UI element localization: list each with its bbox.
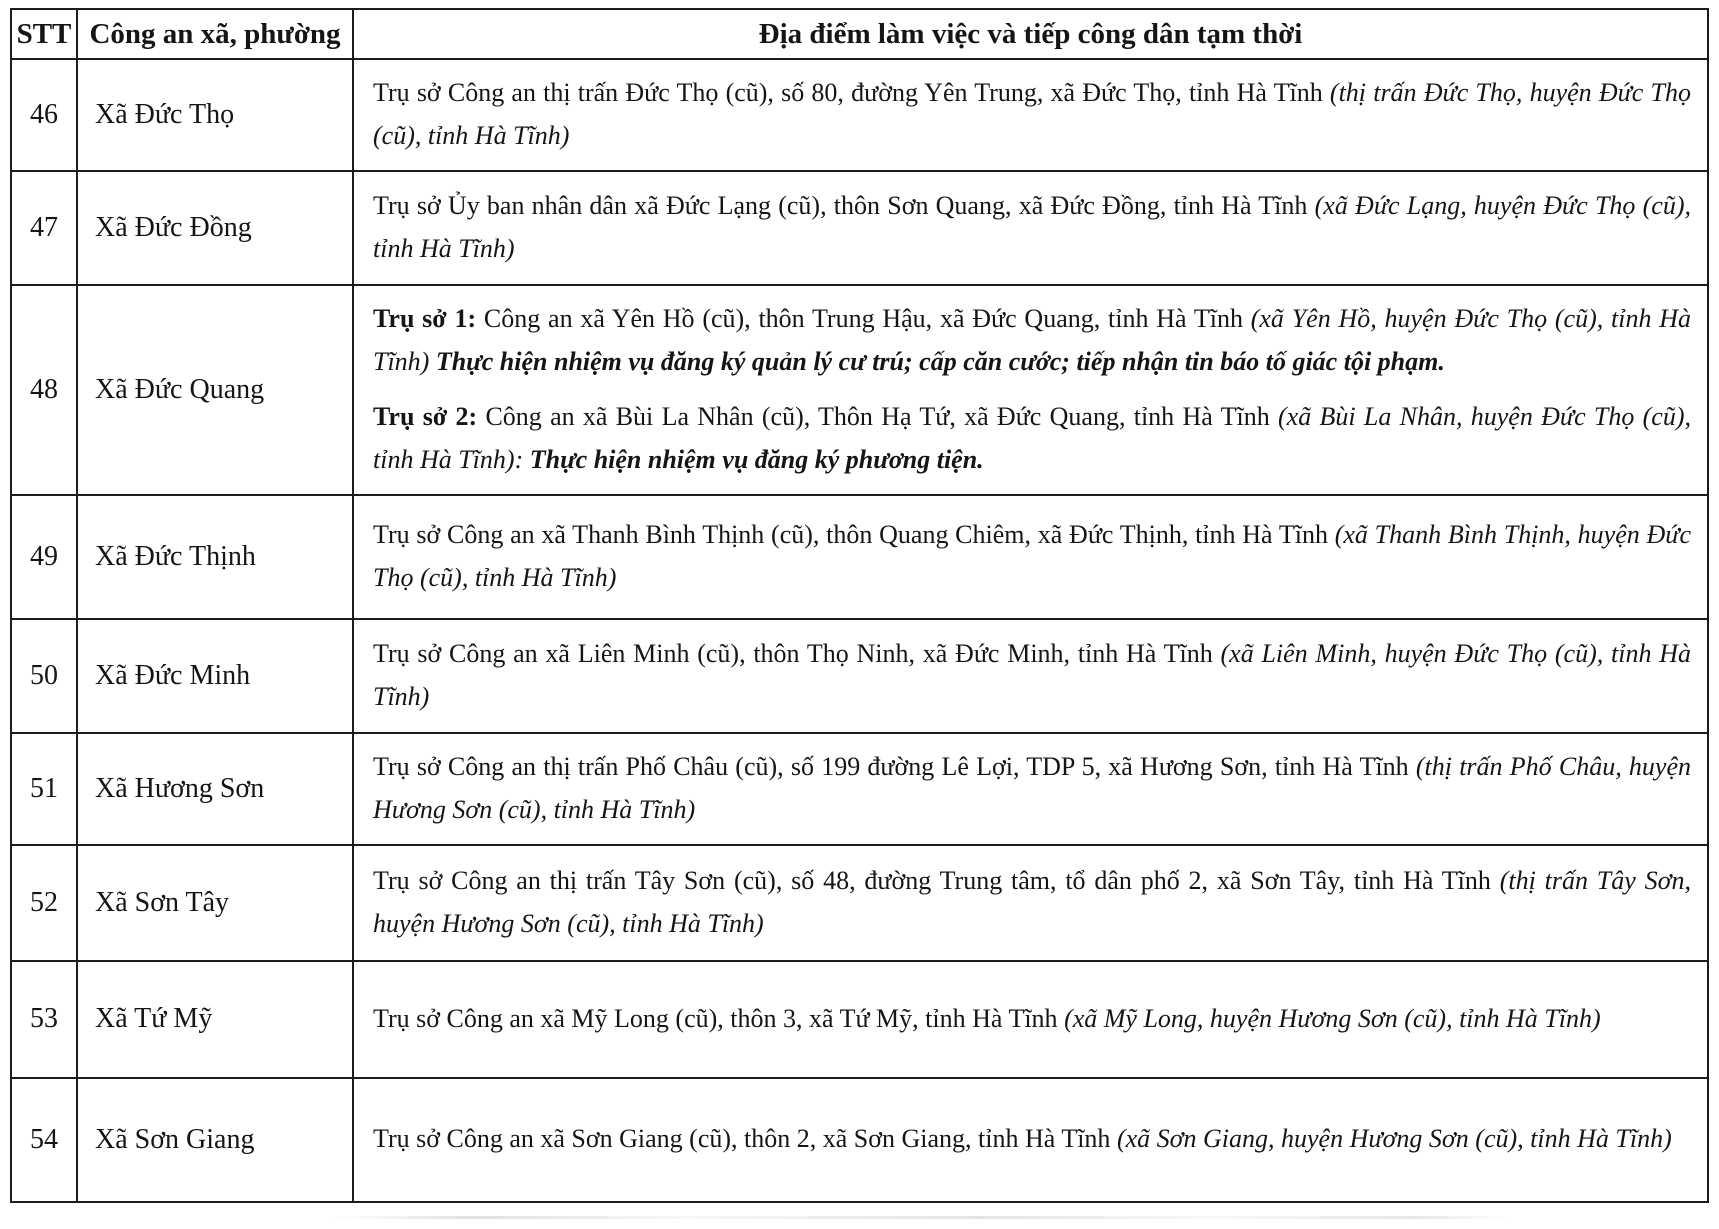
header-stt: STT xyxy=(11,9,77,59)
table-row xyxy=(11,733,1708,845)
stt-cell: 52 xyxy=(11,845,77,961)
location-paragraph xyxy=(373,1118,1691,1161)
stt-cell: 46 xyxy=(11,59,77,171)
location-text-run: Trụ sở Công an thị trấn Tây Sơn (cũ), số 48, đường Trung tâm, tổ dân phố 2, xã Sơn Tây, tỉnh Hà Tĩnh xyxy=(373,865,1500,895)
location-text-run: (xã Yên Hồ, huyện Đức Thọ (cũ), tỉnh Hà Tĩnh) xyxy=(373,304,1691,376)
location-text-run: Trụ sở Công an thị trấn Phố Châu (cũ), số 199 đường Lê Lợi, TDP 5, xã Hương Sơn, tỉnh Hà Tĩnh xyxy=(373,751,1416,781)
header-location: Địa điểm làm việc và tiếp công dân tạm thời xyxy=(353,9,1708,59)
location-text-run: (xã Đức Lạng, huyện Đức Thọ (cũ), tỉnh Hà Tĩnh) xyxy=(373,191,1691,263)
location-text-run: Trụ sở Ủy ban nhân dân xã Đức Lạng (cũ), thôn Sơn Quang, xã Đức Đồng, tỉnh Hà Tĩnh xyxy=(373,191,1315,221)
location-text-run: Trụ sở Công an xã Mỹ Long (cũ), thôn 3, xã Tứ Mỹ, tỉnh Hà Tĩnh xyxy=(373,1003,1065,1033)
location-text-run: Trụ sở Công an xã Sơn Giang (cũ), thôn 2, xã Sơn Giang, tỉnh Hà Tĩnh xyxy=(373,1124,1117,1154)
location-cell xyxy=(353,619,1708,733)
location-text-run: Trụ sở 2: xyxy=(373,402,478,432)
location-cell xyxy=(353,961,1708,1078)
location-paragraph xyxy=(373,185,1691,270)
unit-cell: Xã Đức Thọ xyxy=(77,59,353,171)
table-row xyxy=(11,171,1708,285)
location-text-run: Trụ sở 1: xyxy=(373,304,477,333)
header-unit: Công an xã, phường xyxy=(77,9,353,59)
table-row xyxy=(11,285,1708,495)
unit-cell: Xã Hương Sơn xyxy=(77,733,353,845)
stt-cell: 50 xyxy=(11,619,77,733)
location-paragraph xyxy=(373,746,1691,831)
table-row xyxy=(11,961,1708,1078)
location-paragraph xyxy=(373,396,1691,481)
table-row xyxy=(11,495,1708,619)
scan-artifact-line xyxy=(330,1216,1510,1219)
location-text-run: (xã Thanh Bình Thịnh, huyện Đức Thọ (cũ), tỉnh Hà Tĩnh) xyxy=(373,519,1691,592)
location-cell xyxy=(353,285,1708,495)
document-page xyxy=(10,8,1709,1203)
stt-cell: 49 xyxy=(11,495,77,619)
location-paragraph xyxy=(373,633,1691,718)
location-text-run: Trụ sở Công an xã Liên Minh (cũ), thôn Thọ Ninh, xã Đức Minh, tỉnh Hà Tĩnh xyxy=(373,638,1221,668)
stt-cell: 51 xyxy=(11,733,77,845)
stt-cell: 54 xyxy=(11,1078,77,1202)
table-row xyxy=(11,845,1708,961)
location-text-run: (thị trấn Phố Châu, huyện Hương Sơn (cũ), tỉnh Hà Tĩnh) xyxy=(373,751,1691,824)
location-text-run: Trụ sở Công an xã Thanh Bình Thịnh (cũ), thôn Quang Chiêm, xã Đức Thịnh, tỉnh Hà Tĩnh xyxy=(373,519,1335,549)
location-text-run: (thị trấn Tây Sơn, huyện Hương Sơn (cũ), tỉnh Hà Tĩnh) xyxy=(373,865,1692,938)
location-cell xyxy=(353,1078,1708,1202)
location-paragraph xyxy=(373,72,1691,157)
location-text-run: Trụ sở Công an thị trấn Đức Thọ (cũ), số 80, đường Yên Trung, xã Đức Thọ, tỉnh Hà Tĩnh xyxy=(373,78,1330,108)
location-text-run: (xã Bùi La Nhân, huyện Đức Thọ (cũ), tỉnh Hà Tĩnh): xyxy=(373,402,1691,474)
table-row xyxy=(11,619,1708,733)
location-cell xyxy=(353,171,1708,285)
location-cell xyxy=(353,59,1708,171)
location-cell xyxy=(353,495,1708,619)
location-paragraph xyxy=(373,998,1691,1041)
location-paragraph xyxy=(373,860,1691,945)
location-text-run: Công an xã Bùi La Nhân (cũ), Thôn Hạ Tứ, xã Đức Quang, tỉnh Hà Tĩnh xyxy=(477,402,1278,432)
unit-cell: Xã Đức Quang xyxy=(77,285,353,495)
unit-cell: Xã Đức Minh xyxy=(77,619,353,733)
location-text-run: (xã Liên Minh, huyện Đức Thọ (cũ), tỉnh Hà Tĩnh) xyxy=(373,638,1691,711)
relocation-table xyxy=(10,8,1709,1203)
location-paragraph xyxy=(373,298,1691,383)
table-row xyxy=(11,59,1708,171)
unit-cell: Xã Đức Thịnh xyxy=(77,495,353,619)
location-text-run: (xã Sơn Giang, huyện Hương Sơn (cũ), tỉnh Hà Tĩnh) xyxy=(1116,1124,1672,1154)
unit-cell: Xã Tứ Mỹ xyxy=(77,961,353,1078)
location-text-run: Thực hiện nhiệm vụ đăng ký quản lý cư trú; cấp căn cước; tiếp nhận tin báo tố giác tội phạm. xyxy=(435,346,1445,376)
location-text-run: (xã Mỹ Long, huyện Hương Sơn (cũ), tỉnh Hà Tĩnh) xyxy=(1064,1003,1601,1033)
stt-cell: 53 xyxy=(11,961,77,1078)
location-cell xyxy=(353,733,1708,845)
unit-cell: Xã Đức Đồng xyxy=(77,171,353,285)
table-row xyxy=(11,1078,1708,1202)
location-text-run: Công an xã Yên Hồ (cũ), thôn Trung Hậu, xã Đức Quang, tỉnh Hà Tĩnh xyxy=(476,304,1251,333)
unit-cell: Xã Sơn Tây xyxy=(77,845,353,961)
location-text-run: Thực hiện nhiệm vụ đăng ký phương tiện. xyxy=(529,444,984,474)
table-header xyxy=(11,9,1708,59)
stt-cell: 48 xyxy=(11,285,77,495)
location-text-run: (thị trấn Đức Thọ, huyện Đức Thọ (cũ), tỉnh Hà Tĩnh) xyxy=(373,78,1691,150)
location-cell xyxy=(353,845,1708,961)
location-paragraph xyxy=(373,514,1691,599)
stt-cell: 47 xyxy=(11,171,77,285)
table-body xyxy=(11,59,1708,1202)
header-row xyxy=(11,9,1708,59)
unit-cell: Xã Sơn Giang xyxy=(77,1078,353,1202)
